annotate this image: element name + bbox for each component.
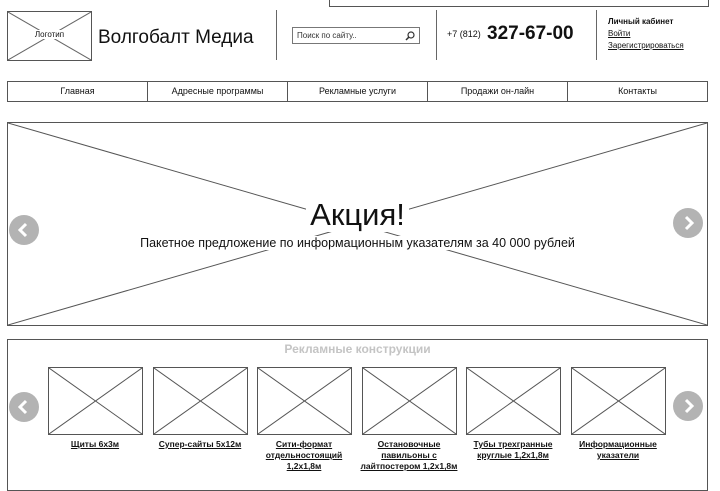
register-link[interactable]: Зарегистрироваться [608, 41, 684, 50]
supersite-card-label[interactable]: Супер-сайты 5х12м [158, 439, 242, 449]
info-sign-card-image[interactable] [571, 367, 666, 435]
search-input[interactable] [292, 27, 420, 44]
banner-next-button[interactable] [673, 208, 703, 238]
search-placeholder: Поиск по сайту.. [297, 31, 357, 40]
billboard-card-label[interactable]: Щиты 6х3м [70, 439, 120, 449]
image-placeholder-icon [363, 368, 456, 434]
carousel-prev-button[interactable] [9, 392, 39, 422]
chevron-right-icon [673, 208, 703, 238]
banner-prev-button[interactable] [9, 215, 39, 245]
search-icon[interactable] [405, 31, 415, 41]
promo-text: Пакетное предложение по информационным указателям за 40 000 рублей [136, 236, 579, 250]
promo-banner[interactable] [7, 122, 708, 326]
tube-card-label[interactable]: Тубы трехгранные круглые 1,2х1,8м [473, 439, 553, 460]
phone-number: 327-67-00 [487, 23, 574, 44]
supersite-card-image[interactable] [153, 367, 248, 435]
nav-item-address-programs[interactable]: Адресные программы [148, 82, 288, 101]
header-divider [596, 10, 597, 60]
city-format-card-image[interactable] [257, 367, 352, 435]
brand-name: Волгобалт Медиа [98, 27, 254, 48]
nav-item-home[interactable]: Главная [8, 82, 148, 101]
tube-card-image[interactable] [466, 367, 561, 435]
phone-prefix: +7 (812) [447, 29, 481, 39]
nav-item-ad-services[interactable]: Рекламные услуги [288, 82, 428, 101]
billboard-card-image[interactable] [48, 367, 143, 435]
bus-stop-card-label[interactable]: Остановочные павильоны с лайтпостером 1,2х1,8м [360, 439, 458, 471]
nav-item-contacts[interactable]: Контакты [618, 86, 657, 96]
carousel-next-button[interactable] [673, 391, 703, 421]
top-strip [329, 0, 709, 7]
info-sign-card-label[interactable]: Информационные указатели [579, 439, 657, 460]
main-nav [7, 81, 708, 102]
nav-item-online-sales[interactable]: Продажи он-лайн [428, 82, 568, 101]
header-divider [276, 10, 277, 60]
logo-label: Логотип [34, 30, 65, 39]
chevron-left-icon [9, 392, 39, 422]
cabinet-title: Личный кабинет [608, 17, 674, 26]
image-placeholder-icon [467, 368, 560, 434]
chevron-left-icon [9, 215, 39, 245]
image-placeholder-icon [258, 368, 351, 434]
chevron-right-icon [673, 391, 703, 421]
bus-stop-card-image[interactable] [362, 367, 457, 435]
login-link[interactable]: Войти [608, 29, 631, 38]
header-divider [436, 10, 437, 60]
logo-placeholder[interactable] [7, 11, 92, 61]
image-placeholder-icon [49, 368, 142, 434]
city-format-card-label[interactable]: Сити-формат отдельностоящий 1,2х1,8м [265, 439, 343, 471]
image-placeholder-icon [154, 368, 247, 434]
promo-title: Акция! [306, 197, 409, 232]
image-placeholder-icon [572, 368, 665, 434]
section-title: Рекламные конструкции [284, 342, 431, 356]
